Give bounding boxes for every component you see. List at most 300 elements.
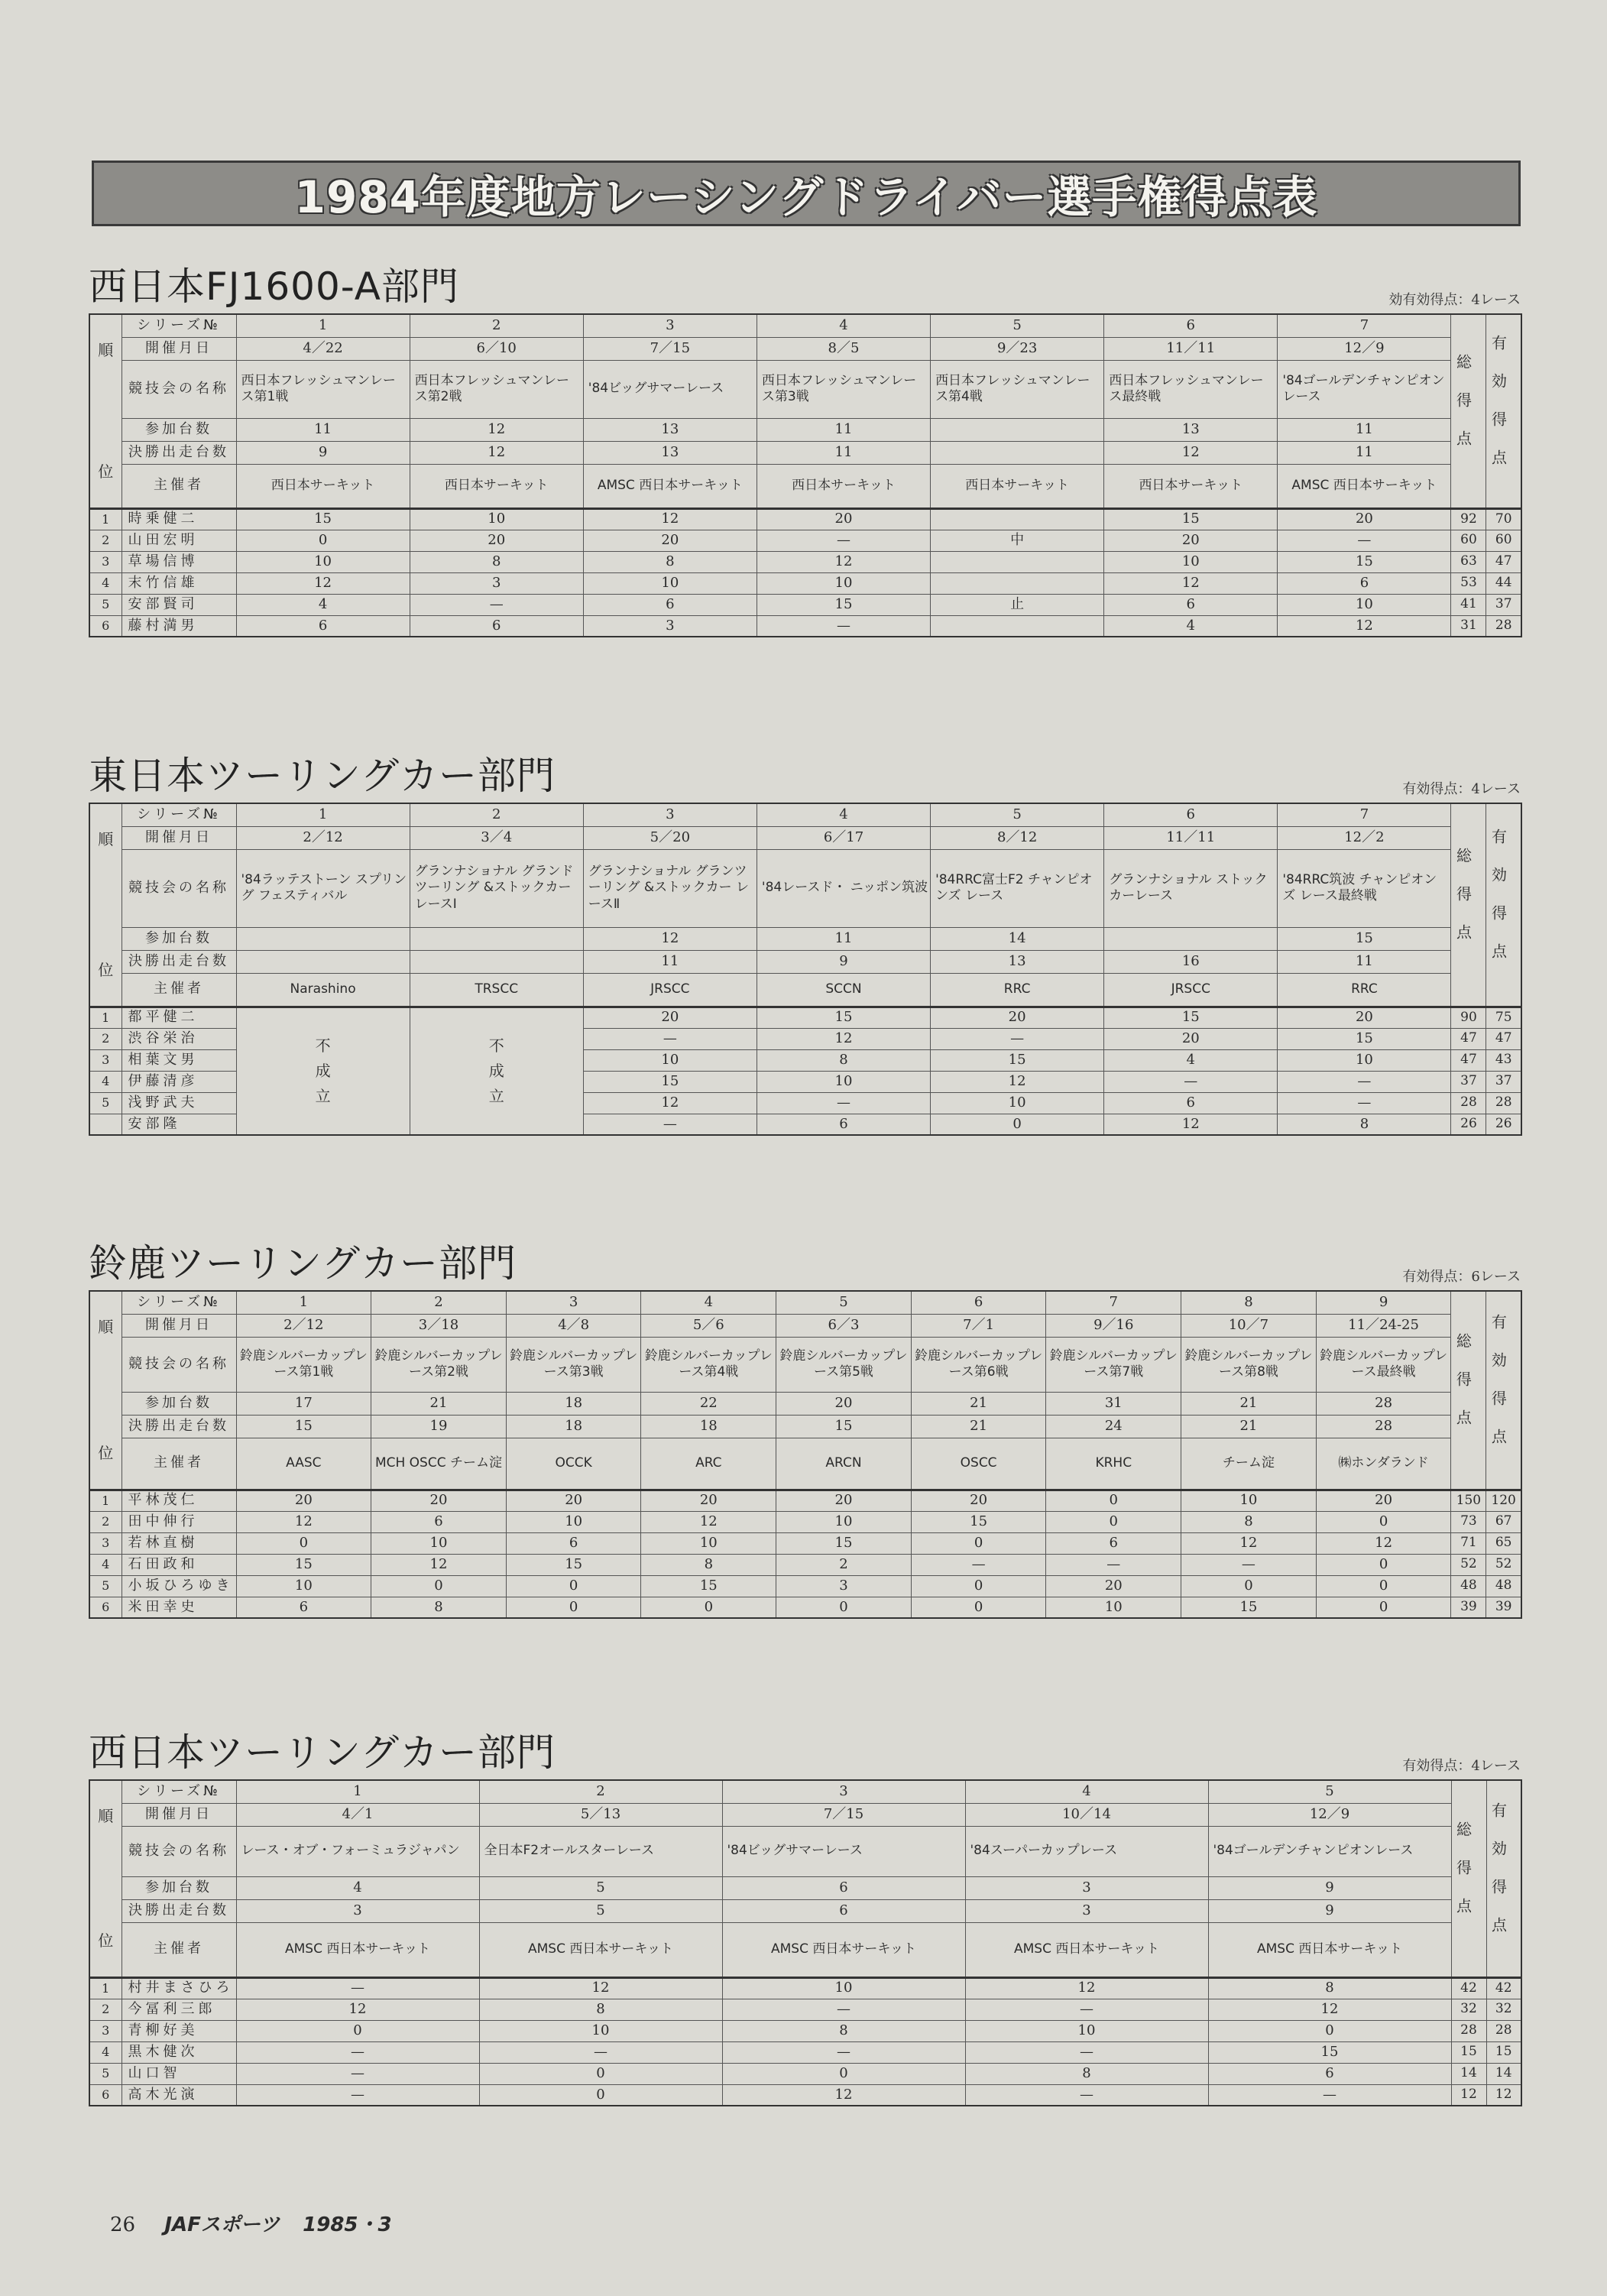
effective-points: 14 [1486, 2063, 1521, 2084]
race-score: 0 [1316, 1511, 1451, 1532]
driver-rank: 1 [89, 1007, 121, 1028]
header-row-starters [89, 950, 1521, 973]
driver-name: 小坂ひろゆき [121, 1575, 236, 1597]
cancelled-mark: 不 [488, 1036, 504, 1055]
race-event: 西日本フレッシュマンレース最終戦 [1104, 360, 1278, 418]
driver-rank [89, 1114, 121, 1135]
race-no: 3 [722, 1780, 965, 1803]
row-label-entries: 参加台数 [121, 418, 236, 441]
race-date: 12／2 [1278, 826, 1451, 849]
effective-points: 37 [1486, 1071, 1521, 1092]
race-date: 8／12 [931, 826, 1104, 849]
effective-races-note: 有効得点：4レース [1402, 781, 1521, 797]
driver-row [89, 1490, 1521, 1511]
driver-row [89, 1511, 1521, 1532]
race-score: 0 [911, 1575, 1046, 1597]
row-label-entries: 参加台数 [121, 1876, 236, 1899]
effective-label: 有効得点 [1489, 334, 1508, 488]
race-no: 5 [1208, 1780, 1451, 1803]
race-score: 20 [410, 530, 583, 551]
section-title: 西日本ツーリングカー部門 [89, 1730, 556, 1775]
race-score: 12 [757, 551, 930, 572]
race-no: 5 [931, 314, 1104, 337]
row-label-entries: 参加台数 [121, 927, 236, 950]
race-score: 10 [1046, 1597, 1181, 1618]
race-score: 20 [506, 1490, 641, 1511]
driver-rank: 2 [89, 1999, 121, 2020]
race-score: 15 [1208, 2041, 1451, 2063]
total-points: 26 [1451, 1114, 1486, 1135]
driver-row [89, 2084, 1521, 2106]
race-entries: 11 [1278, 418, 1451, 441]
race-score: 0 [479, 2084, 722, 2106]
driver-row [89, 530, 1521, 551]
race-score: 3 [583, 615, 757, 637]
race-score: 3 [776, 1575, 912, 1597]
race-score: — [965, 2084, 1208, 2106]
effective-points: 75 [1486, 1007, 1521, 1028]
race-score: 10 [722, 1977, 965, 1999]
race-score: — [931, 1028, 1104, 1049]
section-wj-touring [89, 1726, 1521, 2106]
driver-name: 高木光演 [121, 2084, 236, 2106]
rank-label-spacer [92, 1826, 120, 1931]
row-label-event: 競技会の名称 [121, 1337, 236, 1392]
cancelled-race-cell [236, 1007, 410, 1135]
race-no: 4 [757, 314, 930, 337]
effective-races-note: 有効得点：6レース [1402, 1269, 1521, 1285]
driver-rank: 6 [89, 615, 121, 637]
effective-points: 42 [1486, 1977, 1521, 1999]
driver-rank: 4 [89, 572, 121, 594]
effective-points: 28 [1486, 2020, 1521, 2041]
effective-points: 28 [1486, 1092, 1521, 1114]
row-label-organizer: 主催者 [121, 464, 236, 508]
driver-rank: 3 [89, 2020, 121, 2041]
header-row-date [89, 1803, 1521, 1826]
race-starters: 16 [1104, 950, 1278, 973]
cancelled-mark: 成 [315, 1061, 331, 1080]
race-score: 10 [1104, 551, 1278, 572]
race-starters: 15 [776, 1415, 912, 1438]
total-points: 90 [1451, 1007, 1486, 1028]
driver-name: 浅野武夫 [121, 1092, 236, 1114]
race-score: 6 [506, 1532, 641, 1554]
race-score: 15 [1278, 1028, 1451, 1049]
race-score: 10 [236, 1575, 371, 1597]
race-score: 10 [757, 1071, 930, 1092]
row-label-event: 競技会の名称 [121, 360, 236, 418]
driver-rank: 2 [89, 1511, 121, 1532]
race-no: 2 [479, 1780, 722, 1803]
race-starters: 13 [583, 441, 757, 464]
effective-points: 44 [1486, 572, 1521, 594]
total-points: 41 [1451, 594, 1486, 615]
total-points: 32 [1451, 1999, 1486, 2020]
race-organizer: 西日本サーキット [931, 464, 1104, 508]
cancelled-mark: 立 [315, 1086, 331, 1105]
rank-label-top: 順 [98, 1806, 114, 1825]
race-score: 15 [1104, 508, 1278, 530]
driver-name: 末竹信雄 [121, 572, 236, 594]
row-label-no: シリーズ№ [121, 314, 236, 337]
driver-name: 安部隆 [121, 1114, 236, 1135]
race-entries: 11 [757, 418, 930, 441]
race-score: 15 [506, 1554, 641, 1575]
race-score: — [236, 1977, 479, 1999]
total-points: 60 [1451, 530, 1486, 551]
race-date: 12／9 [1278, 337, 1451, 360]
race-score: 12 [1208, 1999, 1451, 2020]
row-label-date: 開催月日 [121, 1314, 236, 1337]
race-entries: 21 [911, 1392, 1046, 1415]
effective-points: 67 [1486, 1511, 1521, 1532]
race-score: 12 [236, 572, 410, 594]
rank-label-bottom: 位 [98, 1931, 114, 1950]
race-score: 8 [757, 1049, 930, 1071]
rank-label-bottom: 位 [98, 960, 114, 979]
driver-row [89, 1554, 1521, 1575]
race-score: — [236, 2084, 479, 2106]
rank-column-header [89, 803, 121, 1007]
total-points: 73 [1451, 1511, 1486, 1532]
race-score: 8 [410, 551, 583, 572]
driver-row [89, 1999, 1521, 2020]
page-footer [110, 2209, 392, 2237]
race-starters: 11 [583, 950, 757, 973]
race-score: 15 [757, 1007, 930, 1028]
effective-points: 65 [1486, 1532, 1521, 1554]
race-score: 12 [757, 1028, 930, 1049]
race-score: 8 [722, 2020, 965, 2041]
race-organizer: RRC [1278, 973, 1451, 1007]
race-event: 全日本F2オールスターレース [479, 1826, 722, 1876]
race-score: 4 [236, 594, 410, 615]
race-score: 4 [1104, 615, 1278, 637]
section-title: 鈴鹿ツーリングカー部門 [89, 1241, 517, 1286]
race-date: 2／12 [236, 826, 410, 849]
header-row-no [89, 1291, 1521, 1314]
race-score: 20 [931, 1007, 1104, 1028]
race-event: '84RRC富士F2 チャンピオンズ レース [931, 849, 1104, 927]
race-starters: 21 [1181, 1415, 1317, 1438]
driver-rank: 2 [89, 1028, 121, 1049]
race-score: 12 [722, 2084, 965, 2106]
race-score: 8 [479, 1999, 722, 2020]
race-score: — [1278, 1092, 1451, 1114]
race-event: 鈴鹿シルバーカップレース第6戦 [911, 1337, 1046, 1392]
total-points: 53 [1451, 572, 1486, 594]
race-score: — [1181, 1554, 1317, 1575]
header-row-starters [89, 1415, 1521, 1438]
race-date: 4／8 [506, 1314, 641, 1337]
race-no: 7 [1046, 1291, 1181, 1314]
race-score: 0 [1316, 1575, 1451, 1597]
effective-points: 12 [1486, 2084, 1521, 2106]
race-score: 20 [1046, 1575, 1181, 1597]
effective-points: 47 [1486, 1028, 1521, 1049]
race-event: '84スーパーカップレース [965, 1826, 1208, 1876]
race-score: 12 [1278, 615, 1451, 637]
total-column-header [1451, 1291, 1486, 1490]
race-score: 0 [236, 1532, 371, 1554]
race-score: 20 [1104, 1028, 1278, 1049]
race-event: 鈴鹿シルバーカップレース第3戦 [506, 1337, 641, 1392]
rank-label-top: 順 [98, 340, 114, 359]
race-entries [236, 927, 410, 950]
section-title: 東日本ツーリングカー部門 [89, 754, 556, 798]
race-score: — [965, 2041, 1208, 2063]
rank-label-spacer [92, 1337, 120, 1444]
race-organizer: SCCN [757, 973, 930, 1007]
driver-name: 米田幸史 [121, 1597, 236, 1618]
race-organizer: AMSC 西日本サーキット [583, 464, 757, 508]
race-score: 20 [1278, 508, 1451, 530]
race-score: 6 [1278, 572, 1451, 594]
race-organizer: RRC [931, 973, 1104, 1007]
race-score: 6 [757, 1114, 930, 1135]
driver-name: 田中伸行 [121, 1511, 236, 1532]
race-score: 3 [410, 572, 583, 594]
race-score: 8 [641, 1554, 776, 1575]
rank-label-top: 順 [98, 829, 114, 848]
driver-row [89, 2063, 1521, 2084]
race-starters [931, 441, 1104, 464]
race-starters: 18 [506, 1415, 641, 1438]
race-score: — [757, 615, 930, 637]
header-row-entries [89, 927, 1521, 950]
header-row-starters [89, 1899, 1521, 1922]
driver-rank: 6 [89, 1597, 121, 1618]
header-row-no [89, 803, 1521, 826]
race-organizer: 西日本サーキット [236, 464, 410, 508]
driver-name: 時乗健二 [121, 508, 236, 530]
race-no: 8 [1181, 1291, 1317, 1314]
race-no: 6 [1104, 314, 1278, 337]
race-score: 15 [583, 1071, 757, 1092]
race-starters: 28 [1316, 1415, 1451, 1438]
race-organizer: TRSCC [410, 973, 583, 1007]
driver-rank: 2 [89, 530, 121, 551]
race-score: 15 [641, 1575, 776, 1597]
race-starters: 5 [479, 1899, 722, 1922]
driver-row [89, 2020, 1521, 2041]
row-label-date: 開催月日 [121, 337, 236, 360]
race-score: 12 [1316, 1532, 1451, 1554]
race-score: 15 [776, 1532, 912, 1554]
race-starters: 19 [371, 1415, 507, 1438]
total-points: 92 [1451, 508, 1486, 530]
race-entries: 15 [1278, 927, 1451, 950]
race-date: 4／22 [236, 337, 410, 360]
race-organizer: OCCK [506, 1438, 641, 1490]
race-entries [931, 418, 1104, 441]
race-score: 8 [1181, 1511, 1317, 1532]
section-wj-fj1600 [89, 260, 1521, 637]
race-score: 6 [371, 1511, 507, 1532]
race-event: 鈴鹿シルバーカップレース第1戦 [236, 1337, 371, 1392]
race-entries: 31 [1046, 1392, 1181, 1415]
race-date: 6／10 [410, 337, 583, 360]
race-score: 0 [479, 2063, 722, 2084]
driver-rank: 4 [89, 1071, 121, 1092]
driver-name: 黒木健次 [121, 2041, 236, 2063]
race-date: 9／23 [931, 337, 1104, 360]
rank-label-top: 順 [98, 1317, 114, 1336]
race-date: 8／5 [757, 337, 930, 360]
race-organizer: JRSCC [1104, 973, 1278, 1007]
race-no: 2 [371, 1291, 507, 1314]
header-row-date [89, 826, 1521, 849]
issue-date: 1985・3 [303, 2213, 392, 2236]
cancelled-mark: 不 [315, 1036, 331, 1055]
race-organizer: ARCN [776, 1438, 912, 1490]
race-date: 6／3 [776, 1314, 912, 1337]
race-score: — [236, 2041, 479, 2063]
total-column-header [1451, 1780, 1486, 1977]
race-event: 鈴鹿シルバーカップレース第7戦 [1046, 1337, 1181, 1392]
race-starters: 12 [410, 441, 583, 464]
driver-rank: 4 [89, 1554, 121, 1575]
race-organizer: 西日本サーキット [1104, 464, 1278, 508]
race-score: 0 [1181, 1575, 1317, 1597]
header-row-organizer [89, 973, 1521, 1007]
driver-row [89, 2041, 1521, 2063]
race-score: 10 [1181, 1490, 1317, 1511]
race-no: 2 [410, 314, 583, 337]
race-score: 10 [1278, 1049, 1451, 1071]
race-score: 12 [583, 508, 757, 530]
race-starters: 11 [757, 441, 930, 464]
header-row-organizer [89, 464, 1521, 508]
race-entries [1104, 927, 1278, 950]
race-date: 2／12 [236, 1314, 371, 1337]
race-score: 10 [371, 1532, 507, 1554]
race-score: — [965, 1999, 1208, 2020]
race-score: 12 [965, 1977, 1208, 1999]
driver-row [89, 1977, 1521, 1999]
driver-name: 渋谷栄治 [121, 1028, 236, 1049]
header-row-event [89, 1826, 1521, 1876]
race-score: 0 [1316, 1597, 1451, 1618]
section-suzuka-touring [89, 1237, 1521, 1619]
driver-rank: 5 [89, 1575, 121, 1597]
race-event: 鈴鹿シルバーカップレース第8戦 [1181, 1337, 1317, 1392]
race-entries: 20 [776, 1392, 912, 1415]
driver-row [89, 1575, 1521, 1597]
header-row-event [89, 1337, 1521, 1392]
total-points: 12 [1451, 2084, 1486, 2106]
race-entries: 12 [583, 927, 757, 950]
race-event: '84レースド・ ニッポン筑波 [757, 849, 930, 927]
race-organizer: Narashino [236, 973, 410, 1007]
race-organizer: ㈱ホンダランド [1316, 1438, 1451, 1490]
header-row-starters [89, 441, 1521, 464]
race-score: 8 [371, 1597, 507, 1618]
race-no: 3 [506, 1291, 641, 1314]
effective-points: 28 [1486, 615, 1521, 637]
race-entries: 17 [236, 1392, 371, 1415]
race-entries: 13 [583, 418, 757, 441]
effective-points: 15 [1486, 2041, 1521, 2063]
effective-points: 60 [1486, 530, 1521, 551]
race-entries: 4 [236, 1876, 479, 1899]
standings-table [89, 803, 1522, 1136]
total-label: 総得点 [1453, 1332, 1473, 1448]
driver-name: 山口智 [121, 2063, 236, 2084]
race-score: 0 [236, 2020, 479, 2041]
race-date: 12／9 [1208, 1803, 1451, 1826]
driver-rank: 6 [89, 2084, 121, 2106]
header-row-organizer [89, 1438, 1521, 1490]
race-score: 20 [776, 1490, 912, 1511]
header-row-entries [89, 1876, 1521, 1899]
race-score: 中 [931, 530, 1104, 551]
race-organizer: AMSC 西日本サーキット [479, 1922, 722, 1977]
race-entries: 11 [236, 418, 410, 441]
race-event: 鈴鹿シルバーカップレース第4戦 [641, 1337, 776, 1392]
total-points: 37 [1451, 1071, 1486, 1092]
driver-row [89, 572, 1521, 594]
race-score: 10 [776, 1511, 912, 1532]
race-score: 6 [583, 594, 757, 615]
race-event: グランナショナル グランドツーリング &ストックカー レースⅠ [410, 849, 583, 927]
race-score: — [1046, 1554, 1181, 1575]
race-no: 1 [236, 1291, 371, 1314]
race-score: — [911, 1554, 1046, 1575]
row-label-organizer: 主催者 [121, 1438, 236, 1490]
race-organizer: 西日本サーキット [410, 464, 583, 508]
race-score: 15 [1181, 1597, 1317, 1618]
race-score: 15 [1278, 551, 1451, 572]
race-organizer: AMSC 西日本サーキット [1208, 1922, 1451, 1977]
total-points: 14 [1451, 2063, 1486, 2084]
race-date: 3／4 [410, 826, 583, 849]
race-score: 10 [410, 508, 583, 530]
driver-name: 平林茂仁 [121, 1490, 236, 1511]
race-event: '84ビッグサマーレース [583, 360, 757, 418]
race-entries [410, 927, 583, 950]
race-score: — [1104, 1071, 1278, 1092]
race-score: 8 [965, 2063, 1208, 2084]
race-date: 11／11 [1104, 826, 1278, 849]
driver-rank: 4 [89, 2041, 121, 2063]
driver-name: 相葉文男 [121, 1049, 236, 1071]
row-label-entries: 参加台数 [121, 1392, 236, 1415]
header-row-no [89, 314, 1521, 337]
total-label: 総得点 [1453, 1821, 1473, 1936]
header-row-entries [89, 1392, 1521, 1415]
race-score: 10 [641, 1532, 776, 1554]
race-entries: 12 [410, 418, 583, 441]
effective-column-header [1486, 1780, 1521, 1977]
row-label-no: シリーズ№ [121, 1291, 236, 1314]
effective-points: 37 [1486, 594, 1521, 615]
effective-label: 有効得点 [1489, 1801, 1508, 1955]
race-event: 鈴鹿シルバーカップレース第2戦 [371, 1337, 507, 1392]
race-event: '84RRC筑波 チャンピオンズ レース最終戦 [1278, 849, 1451, 927]
race-organizer: チーム淀 [1181, 1438, 1317, 1490]
race-score [931, 551, 1104, 572]
race-starters: 6 [722, 1899, 965, 1922]
total-points: 39 [1451, 1597, 1486, 1618]
race-score: 12 [479, 1977, 722, 1999]
race-no: 1 [236, 1780, 479, 1803]
race-score: — [1278, 1071, 1451, 1092]
effective-points: 39 [1486, 1597, 1521, 1618]
race-score: 20 [1104, 530, 1278, 551]
total-points: 47 [1451, 1049, 1486, 1071]
